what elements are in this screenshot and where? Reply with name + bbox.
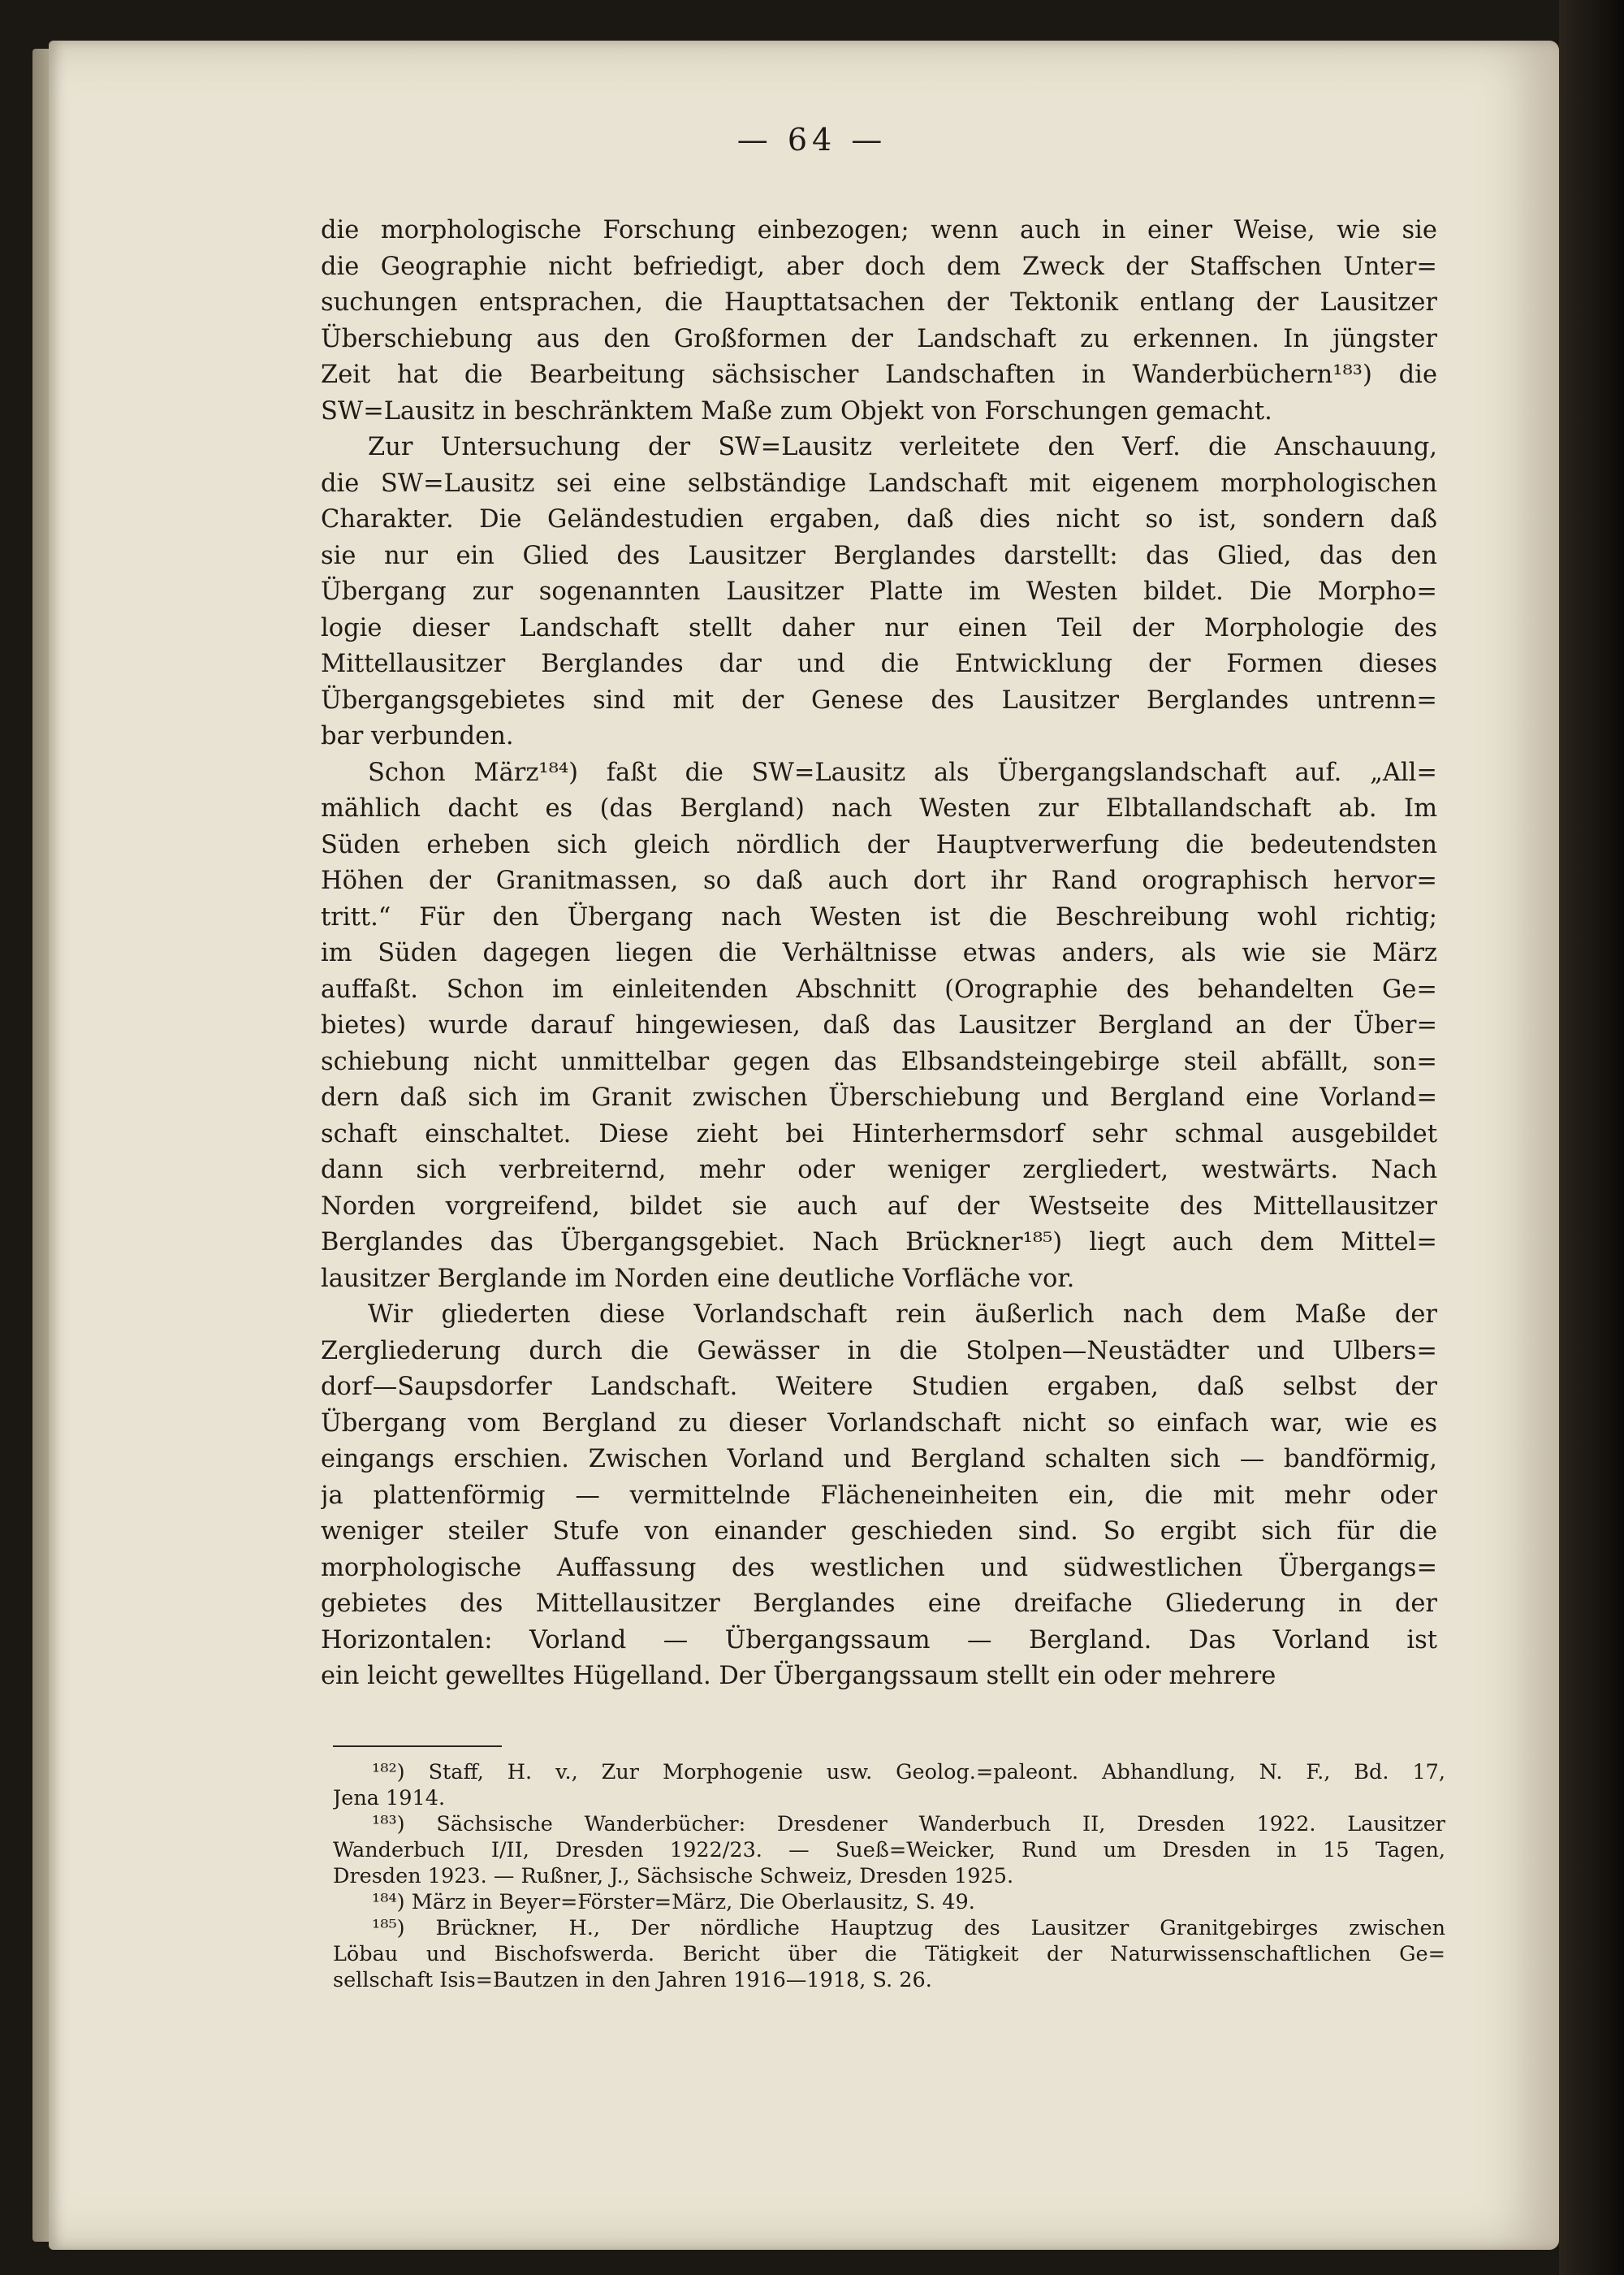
text-line: die morphologische Forschung einbezogen; wenn auch in einer Weise, wie sie [321,216,1437,244]
footnote [333,1915,1445,1993]
paragraph [321,1297,1437,1695]
footnote-line: ¹⁸³) Sächsische Wanderbücher: Dresdener Wanderbuch II, Dresden 1922. Lausitzer [372,1812,1445,1836]
text-line: lausitzer Berglande im Norden eine deutliche Vorfläche vor. [321,1264,1075,1293]
text-line: schiebung nicht unmittelbar gegen das Elbsandsteingebirge steil abfällt, son= [321,1047,1437,1076]
text-line: Übergang vom Bergland zu dieser Vorlandschaft nicht so einfach war, wie es [321,1408,1437,1438]
text-line: Süden erheben sich gleich nördlich der Hauptverwerfung die bedeutendsten [321,830,1437,859]
paragraph [321,430,1437,755]
page-number: — 64 — [736,122,888,158]
text-line: Mittellausitzer Berglandes dar und die Entwicklung der Formen dieses [321,650,1437,678]
scan-background [1559,0,1624,2275]
footnote-line: ¹⁸⁵) Brückner, H., Der nördliche Hauptzug des Lausitzer Granitgebirges zwischen [372,1916,1445,1940]
paragraph [321,213,1437,430]
text-line: bar verbunden. [321,722,514,750]
text-line: im Süden dagegen liegen die Verhältnisse etwas anders, als wie sie März [321,939,1437,967]
text-line: dern daß sich im Granit zwischen Überschiebung und Bergland eine Vorland= [321,1083,1437,1112]
text-line: morphologische Auffassung des westlichen und südwestlichen Übergangs= [321,1553,1437,1582]
text-line: Zergliederung durch die Gewässer in die Stolpen—Neustädter und Ulbers= [321,1336,1437,1365]
text-line: Übergangsgebietes sind mit der Genese des Lausitzer Berglandes untrenn= [321,686,1437,715]
text-line: weniger steiler Stufe von einander geschieden sind. So ergibt sich für die [321,1517,1437,1546]
footnote [333,1889,1445,1915]
text-line: die Geographie nicht befriedigt, aber doch dem Zweck der Staffschen Unter= [321,252,1437,281]
text-line: Höhen der Granitmassen, so daß auch dort ihr Rand orographisch hervor= [321,867,1437,895]
text-line: Zeit hat die Bearbeitung sächsischer Landschaften in Wanderbüchern¹⁸³) die [321,361,1437,389]
footnote-line: Dresden 1923. — Rußner, J., Sächsische Schweiz, Dresden 1925. [333,1864,1014,1888]
body-text [321,213,1437,1695]
footnote-separator [333,1745,502,1747]
paragraph [321,755,1437,1298]
footnotes [333,1759,1445,1993]
footnote-line: ¹⁸²) Staff, H. v., Zur Morphogenie usw. Geolog.=paleont. Abhandlung, N. F., Bd. 17, [372,1760,1445,1784]
footnote [333,1759,1445,1811]
text-line: dorf—Saupsdorfer Landschaft. Weitere Studien ergaben, daß selbst der [321,1373,1437,1401]
text-line: sie nur ein Glied des Lausitzer Berglandes darstellt: das Glied, das den [321,541,1437,570]
footnote-line: Wanderbuch I/II, Dresden 1922/23. — Sueß=Weicker, Rund um Dresden in 15 Tagen, [333,1838,1445,1862]
text-line: auffaßt. Schon im einleitenden Abschnitt (Orographie des behandelten Ge= [321,975,1437,1004]
text-line: gebietes des Mittellausitzer Berglandes eine dreifache Gliederung in der [321,1589,1437,1618]
text-line: mählich dacht es (das Bergland) nach Westen zur Elbtallandschaft ab. Im [321,794,1437,823]
footnote-line: Jena 1914. [333,1786,446,1810]
text-line: ja plattenförmig — vermittelnde Flächeneinheiten ein, die mit mehr oder [321,1481,1437,1510]
footnote-line: Löbau und Bischofswerda. Bericht über die Tätigkeit der Naturwissenschaftlichen Ge= [333,1942,1445,1966]
footnote-line: ¹⁸⁴) März in Beyer=Förster=März, Die Oberlausitz, S. 49. [372,1890,975,1914]
text-line: dann sich verbreiternd, mehr oder weniger zergliedert, westwärts. Nach [321,1156,1437,1184]
text-line: Schon März¹⁸⁴) faßt die SW=Lausitz als Übergangslandschaft auf. „All= [368,758,1437,787]
text-line: Überschiebung aus den Großformen der Landschaft zu erkennen. In jüngster [321,324,1437,353]
text-line: tritt.“ Für den Übergang nach Westen ist die Beschreibung wohl richtig; [321,902,1437,932]
text-line: SW=Lausitz in beschränktem Maße zum Objekt von Forschungen gemacht. [321,396,1272,426]
text-line: Horizontalen: Vorland — Übergangssaum — Bergland. Das Vorland ist [321,1625,1437,1654]
footnote [333,1811,1445,1889]
text-line: Übergang zur sogenannten Lausitzer Platte im Westen bildet. Die Morpho= [321,577,1437,606]
text-line: Berglandes das Übergangsgebiet. Nach Brückner¹⁸⁵) liegt auch dem Mittel= [321,1228,1437,1256]
footnote-line: sellschaft Isis=Bautzen in den Jahren 1916—1918, S. 26. [333,1968,932,1992]
text-line: suchungen entsprachen, die Haupttatsachen der Tektonik entlang der Lausitzer [321,288,1437,317]
text-line: logie dieser Landschaft stellt daher nur einen Teil der Morphologie des [321,613,1437,642]
text-line: Norden vorgreifend, bildet sie auch auf der Westseite des Mittellausitzer [321,1192,1437,1221]
text-line: die SW=Lausitz sei eine selbständige Landschaft mit eigenem morphologischen [321,469,1437,498]
text-line: Charakter. Die Geländestudien ergaben, daß dies nicht so ist, sondern daß [321,505,1437,534]
text-line: schaft einschaltet. Diese zieht bei Hinterhermsdorf sehr schmal ausgebildet [321,1119,1437,1148]
text-line: Zur Untersuchung der SW=Lausitz verleitete den Verf. die Anschauung, [368,433,1437,461]
text-line: eingangs erschien. Zwischen Vorland und Bergland schalten sich — bandförmig, [321,1445,1437,1473]
text-line: bietes) wurde darauf hingewiesen, daß das Lausitzer Bergland an der Über= [321,1011,1437,1040]
text-line: Wir gliederten diese Vorlandschaft rein äußerlich nach dem Maße der [368,1300,1437,1329]
text-line: ein leicht gewelltes Hügelland. Der Übergangssaum stellt ein oder mehrere [321,1662,1276,1690]
